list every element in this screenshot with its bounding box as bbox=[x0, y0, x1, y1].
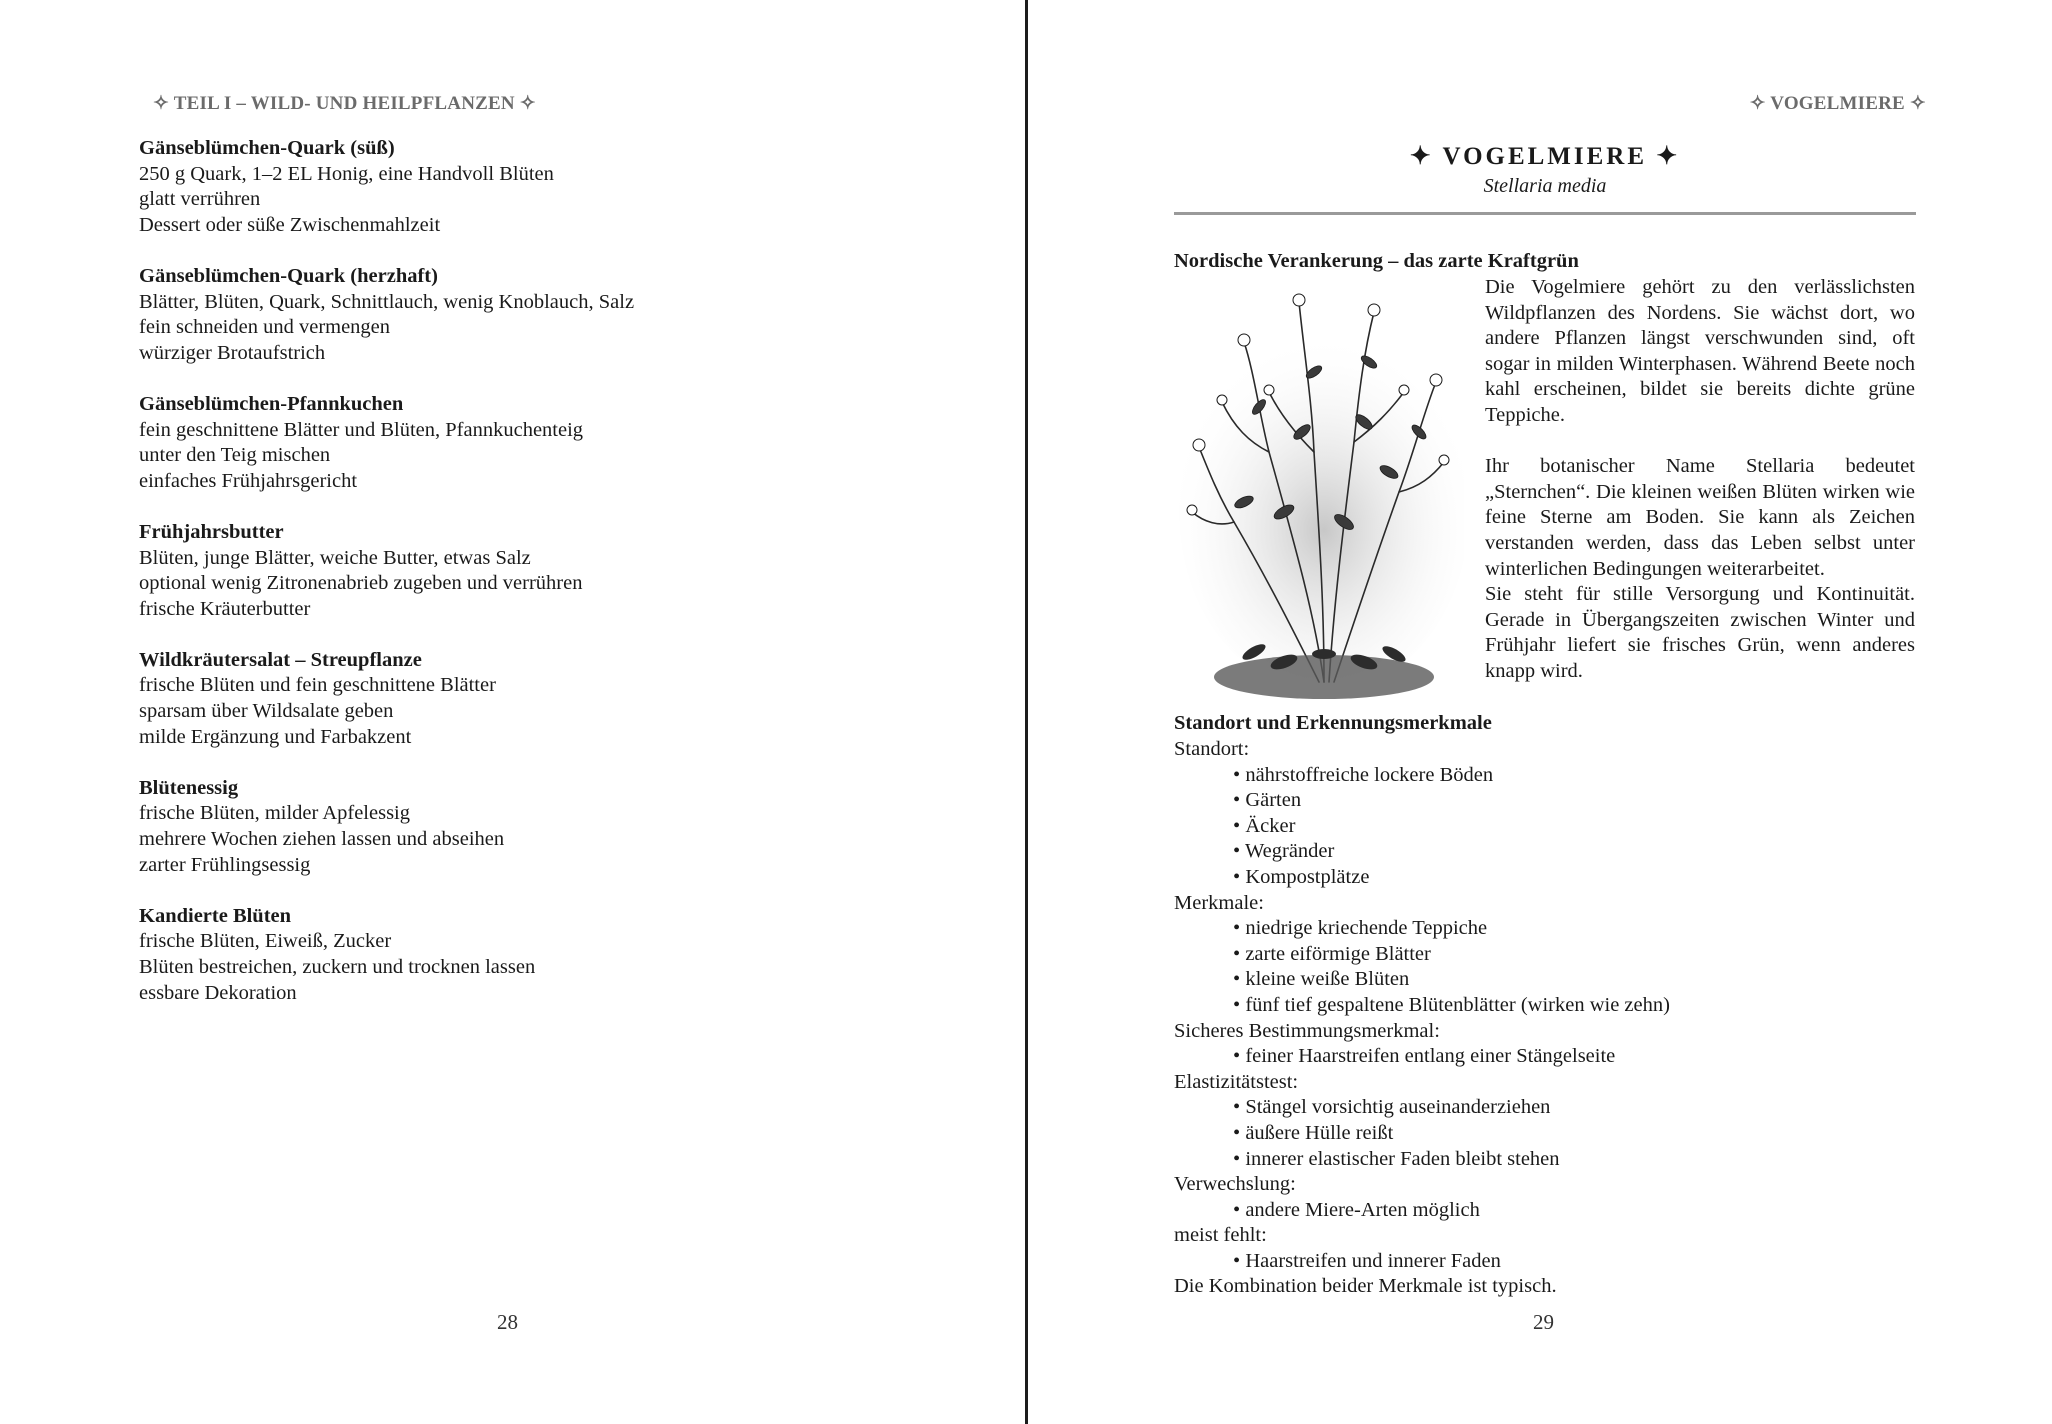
fact-item: • Kompostplätze bbox=[1174, 865, 1916, 891]
plant-name-title: ✦ VOGELMIERE ✦ bbox=[1409, 143, 1681, 170]
recipe-title: Wildkräutersalat – Streupflanze bbox=[139, 648, 422, 671]
fact-item: • feiner Haarstreifen entlang einer Stängelseite bbox=[1174, 1044, 1916, 1070]
recipe-line: einfaches Frühjahrsgericht bbox=[139, 469, 358, 492]
recipe-line: zarter Frühlingsessig bbox=[139, 853, 311, 876]
fact-item: • Äcker bbox=[1174, 814, 1916, 840]
recipe-line: 250 g Quark, 1–2 EL Honig, eine Handvoll Blüten bbox=[139, 162, 554, 185]
recipe-line: frische Blüten und fein geschnittene Blätter bbox=[139, 674, 496, 697]
recipe-line: frische Blüten, milder Apfelessig bbox=[139, 802, 410, 825]
fact-label: Verwechslung: bbox=[1174, 1173, 1296, 1196]
plant-header bbox=[1174, 142, 1916, 198]
recipe-line: Blüten bestreichen, zuckern und trocknen lassen bbox=[139, 956, 536, 978]
recipe-line: Dessert oder süße Zwischenmahlzeit bbox=[139, 213, 441, 236]
recipe-item bbox=[139, 392, 899, 494]
fact-label: Standort: bbox=[1174, 738, 1250, 760]
intro-heading: Nordische Verankerung – das zarte Kraftgrün bbox=[1174, 250, 1579, 272]
fact-item: • Wegränder bbox=[1174, 839, 1916, 865]
recipe-item bbox=[139, 648, 899, 750]
fact-label: Merkmale: bbox=[1174, 891, 1264, 914]
intro-paragraph: Ihr botanischer Name Stellaria bedeutet „Sternchen“. Die kleinen weißen Blüten wirken wie feine Sterne am Boden. Sie kann als Zeichen verstanden werden, dass das Leben selbst unter winterlichen Bedingungen weiterarbeitet. bbox=[1485, 455, 1915, 580]
right-page bbox=[1028, 0, 2052, 1424]
recipe-list bbox=[139, 136, 899, 1032]
recipe-title: Kandierte Blüten bbox=[139, 904, 292, 927]
recipe-line: Blüten, junge Blätter, weiche Butter, etwas Salz bbox=[139, 546, 531, 569]
recipe-item bbox=[139, 264, 899, 366]
recipe-line: frische Blüten, Eiweiß, Zucker bbox=[139, 930, 392, 953]
identification-facts bbox=[1174, 737, 1916, 1300]
fact-item: • fünf tief gespaltene Blütenblätter (wirken wie zehn) bbox=[1174, 993, 1916, 1019]
fact-label: Sicheres Bestimmungsmerkmal: bbox=[1174, 1019, 1440, 1042]
intro-text bbox=[1485, 275, 1915, 685]
recipe-line: mehrere Wochen ziehen lassen und abseihen bbox=[139, 828, 505, 851]
page-number-left: 28 bbox=[497, 1310, 518, 1334]
page-number-right: 29 bbox=[1533, 1310, 1554, 1334]
fact-item: • äußere Hülle reißt bbox=[1174, 1121, 1916, 1147]
left-page bbox=[0, 0, 1025, 1424]
recipe-line: fein schneiden und vermengen bbox=[139, 316, 391, 339]
recipe-title: Gänseblümchen-Quark (süß) bbox=[139, 137, 395, 159]
fact-label: meist fehlt: bbox=[1174, 1224, 1267, 1247]
recipe-title: Gänseblümchen-Quark (herzhaft) bbox=[139, 264, 438, 287]
fact-item: • kleine weiße Blüten bbox=[1174, 967, 1916, 993]
recipe-line: Blätter, Blüten, Quark, Schnittlauch, wenig Knoblauch, Salz bbox=[139, 290, 635, 313]
fact-label: Elastizitätstest: bbox=[1174, 1070, 1299, 1093]
recipe-item bbox=[139, 776, 899, 878]
recipe-line: essbare Dekoration bbox=[139, 981, 297, 1004]
recipe-title: Gänseblümchen-Pfannkuchen bbox=[139, 392, 404, 415]
fact-item: • innerer elastischer Faden bleibt stehen bbox=[1174, 1147, 1916, 1173]
recipe-title: Frühjahrsbutter bbox=[139, 520, 284, 543]
fact-item: • nährstoffreiche lockere Böden bbox=[1174, 763, 1916, 789]
chickweed-illustration bbox=[1174, 282, 1464, 702]
intro-paragraph: Sie steht für stille Versorgung und Kontinuität. Gerade in Übergangszeiten zwischen Winter und Frühjahr liefert sie frisches Grün, wenn anderes knapp wird. bbox=[1485, 583, 1915, 682]
fact-item: • niedrige kriechende Teppiche bbox=[1174, 916, 1916, 942]
fact-item: • andere Miere-Arten möglich bbox=[1174, 1198, 1916, 1224]
recipe-line: optional wenig Zitronenabrieb zugeben und verrühren bbox=[139, 572, 583, 595]
fact-item: • Haarstreifen und innerer Faden bbox=[1174, 1249, 1916, 1275]
recipe-line: unter den Teig mischen bbox=[139, 444, 331, 467]
latin-name: Stellaria media bbox=[1483, 175, 1607, 197]
closing-sentence: Die Kombination beider Merkmale ist typisch. bbox=[1174, 1275, 1557, 1298]
intro-paragraph: Die Vogelmiere gehört zu den verlässlichsten Wildpflanzen des Nordens. Sie wächst dort, wo andere Pflanzen längst verschwunden sind, oft sogar in milden Winterphasen. Während Beete noch kahl erscheinen, bildet sie bereits dichte grüne Teppiche. bbox=[1485, 276, 1915, 426]
fact-item: • Gärten bbox=[1174, 788, 1916, 814]
recipe-line: würziger Brotaufstrich bbox=[139, 341, 326, 364]
running-head-left: ✧ TEIL I – WILD- UND HEILPFLANZEN ✧ bbox=[153, 93, 536, 114]
recipe-line: glatt verrühren bbox=[139, 188, 261, 211]
recipe-item bbox=[139, 136, 899, 238]
recipe-title: Blütenessig bbox=[139, 776, 239, 799]
fact-item: • zarte eiförmige Blätter bbox=[1174, 942, 1916, 968]
standort-heading: Standort und Erkennungsmerkmale bbox=[1174, 712, 1492, 734]
recipe-item bbox=[139, 904, 899, 1006]
recipe-line: milde Ergänzung und Farbakzent bbox=[139, 725, 412, 748]
recipe-line: sparsam über Wildsalate geben bbox=[139, 700, 394, 723]
fact-item: • Stängel vorsichtig auseinanderziehen bbox=[1174, 1095, 1916, 1121]
running-head-right: ✧ VOGELMIERE ✧ bbox=[1749, 93, 1926, 114]
recipe-line: fein geschnittene Blätter und Blüten, Pfannkuchenteig bbox=[139, 418, 584, 441]
title-divider bbox=[1174, 212, 1916, 215]
recipe-item bbox=[139, 520, 899, 622]
recipe-line: frische Kräuterbutter bbox=[139, 597, 311, 620]
